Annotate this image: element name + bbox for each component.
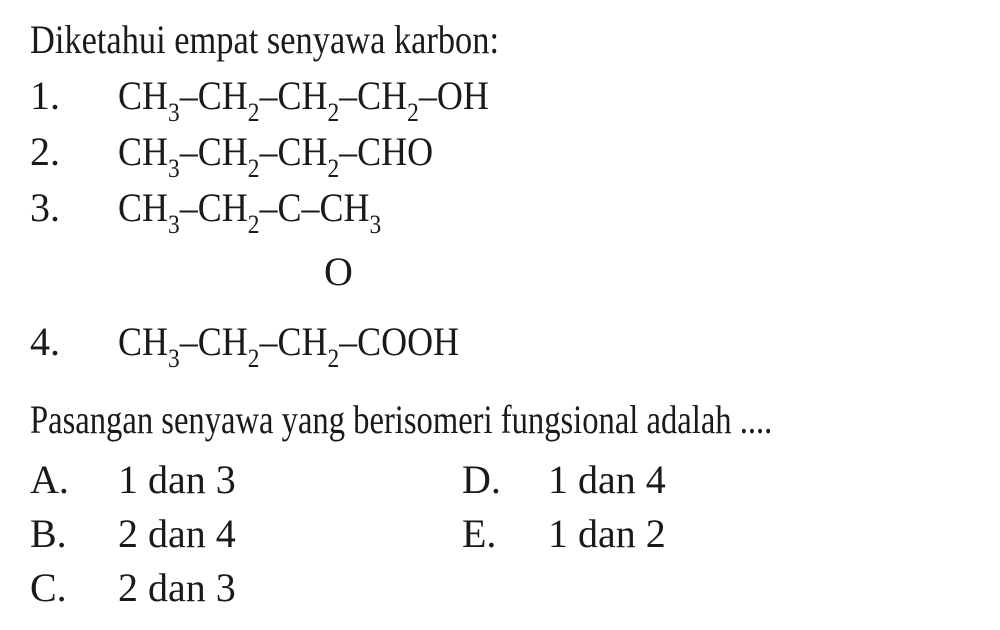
formula-segment: –CH (259, 319, 328, 364)
question-intro: Diketahui empat senyawa karbon: (30, 17, 500, 62)
carbonyl-oxygen: O (324, 249, 353, 294)
compound-formula-1 (118, 72, 489, 125)
option-a-letter: A. (30, 457, 69, 502)
formula-segment: –CH (339, 73, 408, 118)
formula-subscript: 2 (327, 154, 340, 183)
question-prompt: Pasangan senyawa yang berisomeri fungsional adalah .... (30, 397, 773, 442)
formula-subscript: 3 (168, 98, 180, 127)
formula-subscript: 2 (247, 98, 260, 127)
formula-segment: –CH (179, 185, 248, 230)
option-e-letter: E. (462, 511, 497, 556)
formula-segment: CH (118, 73, 169, 118)
formula-subscript: 2 (327, 98, 340, 127)
formula-subscript: 2 (247, 210, 260, 239)
formula-segment: CH (118, 185, 169, 230)
option-b-letter: B. (30, 511, 67, 556)
formula-segment: –CH (179, 73, 248, 118)
compound-formula-2 (118, 128, 433, 181)
formula-subscript: 2 (247, 344, 260, 373)
formula-segment: –CHO (339, 129, 434, 174)
formula-segment: –CH (179, 319, 248, 364)
option-c-letter: C. (30, 565, 67, 610)
option-a-text[interactable]: 1 dan 3 (118, 457, 236, 502)
compound-number-1: 1. (30, 73, 60, 118)
formula-subscript: 2 (247, 154, 260, 183)
compound-number-4: 4. (30, 319, 60, 364)
formula-subscript: 3 (168, 344, 180, 373)
formula-segment: –CH (179, 129, 248, 174)
formula-segment: –C–CH (259, 185, 370, 230)
compound-number-3: 3. (30, 185, 60, 230)
formula-segment: CH (118, 129, 169, 174)
formula-subscript: 3 (168, 154, 180, 183)
compound-formula-4 (118, 318, 459, 371)
compound-formula-3 (118, 184, 381, 237)
formula-segment: –OH (418, 73, 489, 118)
formula-segment: CH (118, 319, 169, 364)
formula-segment: –COOH (339, 319, 460, 364)
formula-segment: –CH (259, 73, 328, 118)
option-b-text[interactable]: 2 dan 4 (118, 511, 236, 556)
formula-subscript: 2 (407, 98, 419, 127)
formula-subscript: 3 (369, 210, 382, 239)
option-d-letter: D. (462, 457, 501, 502)
formula-subscript: 2 (327, 344, 340, 373)
compound-number-2: 2. (30, 129, 60, 174)
option-c-text[interactable]: 2 dan 3 (118, 565, 236, 610)
option-d-text[interactable]: 1 dan 4 (548, 457, 666, 502)
formula-subscript: 3 (168, 210, 180, 239)
formula-segment: –CH (259, 129, 328, 174)
option-e-text[interactable]: 1 dan 2 (548, 511, 666, 556)
